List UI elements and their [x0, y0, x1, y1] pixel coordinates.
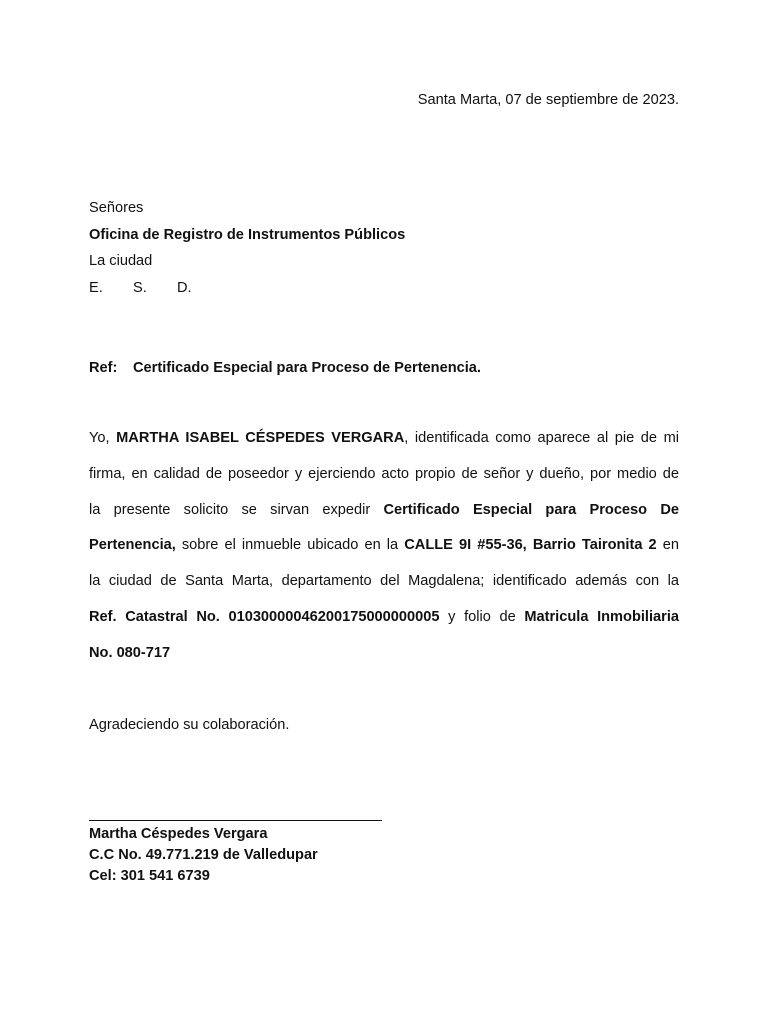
body-cadastral-ref: Ref. Catastral No. 01030000046200175000000005: [89, 608, 440, 625]
body-certificate-cont: Pertenencia,: [89, 537, 176, 554]
signature-id: [89, 846, 318, 864]
reference-text: Certificado Especial para Proceso de Pertenencia.: [133, 360, 481, 376]
esd-e: E.: [89, 280, 103, 296]
esd-line: [89, 279, 192, 297]
body-address: CALLE 9I #55-36, Barrio Taironita 2: [404, 537, 657, 554]
salutation: Señores: [89, 200, 144, 216]
closing: Agradeciendo su colaboración.: [89, 717, 290, 733]
esd-s: S.: [133, 280, 147, 296]
body-row-7: [89, 636, 679, 672]
body-name: MARTHA ISABEL CÉSPEDES VERGARA: [116, 430, 405, 446]
body-text: la presente solicito se sirvan expedir: [89, 501, 384, 518]
signature-line: [89, 820, 382, 821]
esd-d: D.: [177, 280, 192, 296]
body-text: sobre el inmueble ubicado en la: [175, 537, 405, 554]
recipient-city: La ciudad: [89, 253, 153, 269]
body-row-2: firma, en calidad de poseedor y ejerciendo acto propio de señor y dueño, por medio de: [89, 465, 679, 482]
body-row-4: [89, 528, 679, 564]
body-text: en: [656, 537, 679, 554]
letter-date: Santa Marta, 07 de septiembre de 2023.: [417, 92, 679, 108]
body-text: y folio de: [439, 608, 525, 625]
signature-id-text: C.C No. 49.771.219 de Valledupar: [89, 847, 318, 863]
reference-line: [89, 359, 481, 377]
body-row-6: [89, 600, 679, 636]
recipient-office: [89, 226, 405, 244]
signature-name: [89, 825, 267, 843]
body-text: Yo,: [89, 430, 117, 446]
body-registration-number: No. 080-717: [89, 644, 171, 661]
body-row-5: la ciudad de Santa Marta, departamento del Magdalena; identificado además con la: [89, 573, 679, 590]
body-certificate: Certificado Especial para Proceso De: [383, 501, 679, 518]
body-text: , identificada como aparece al pie de mi: [404, 430, 679, 446]
body-registration: Matricula Inmobiliaria: [524, 608, 679, 625]
reference-label: Ref:: [89, 360, 118, 376]
body-paragraph: [89, 421, 679, 672]
recipient-office-text: Oficina de Registro de Instrumentos Públicos: [89, 227, 406, 243]
signature-name-text: Martha Céspedes Vergara: [89, 826, 268, 842]
body-row-1: [89, 421, 679, 457]
body-row-3: [89, 493, 679, 529]
signature-phone-text: Cel: 301 541 6739: [89, 868, 210, 884]
signature-phone: [89, 867, 210, 885]
